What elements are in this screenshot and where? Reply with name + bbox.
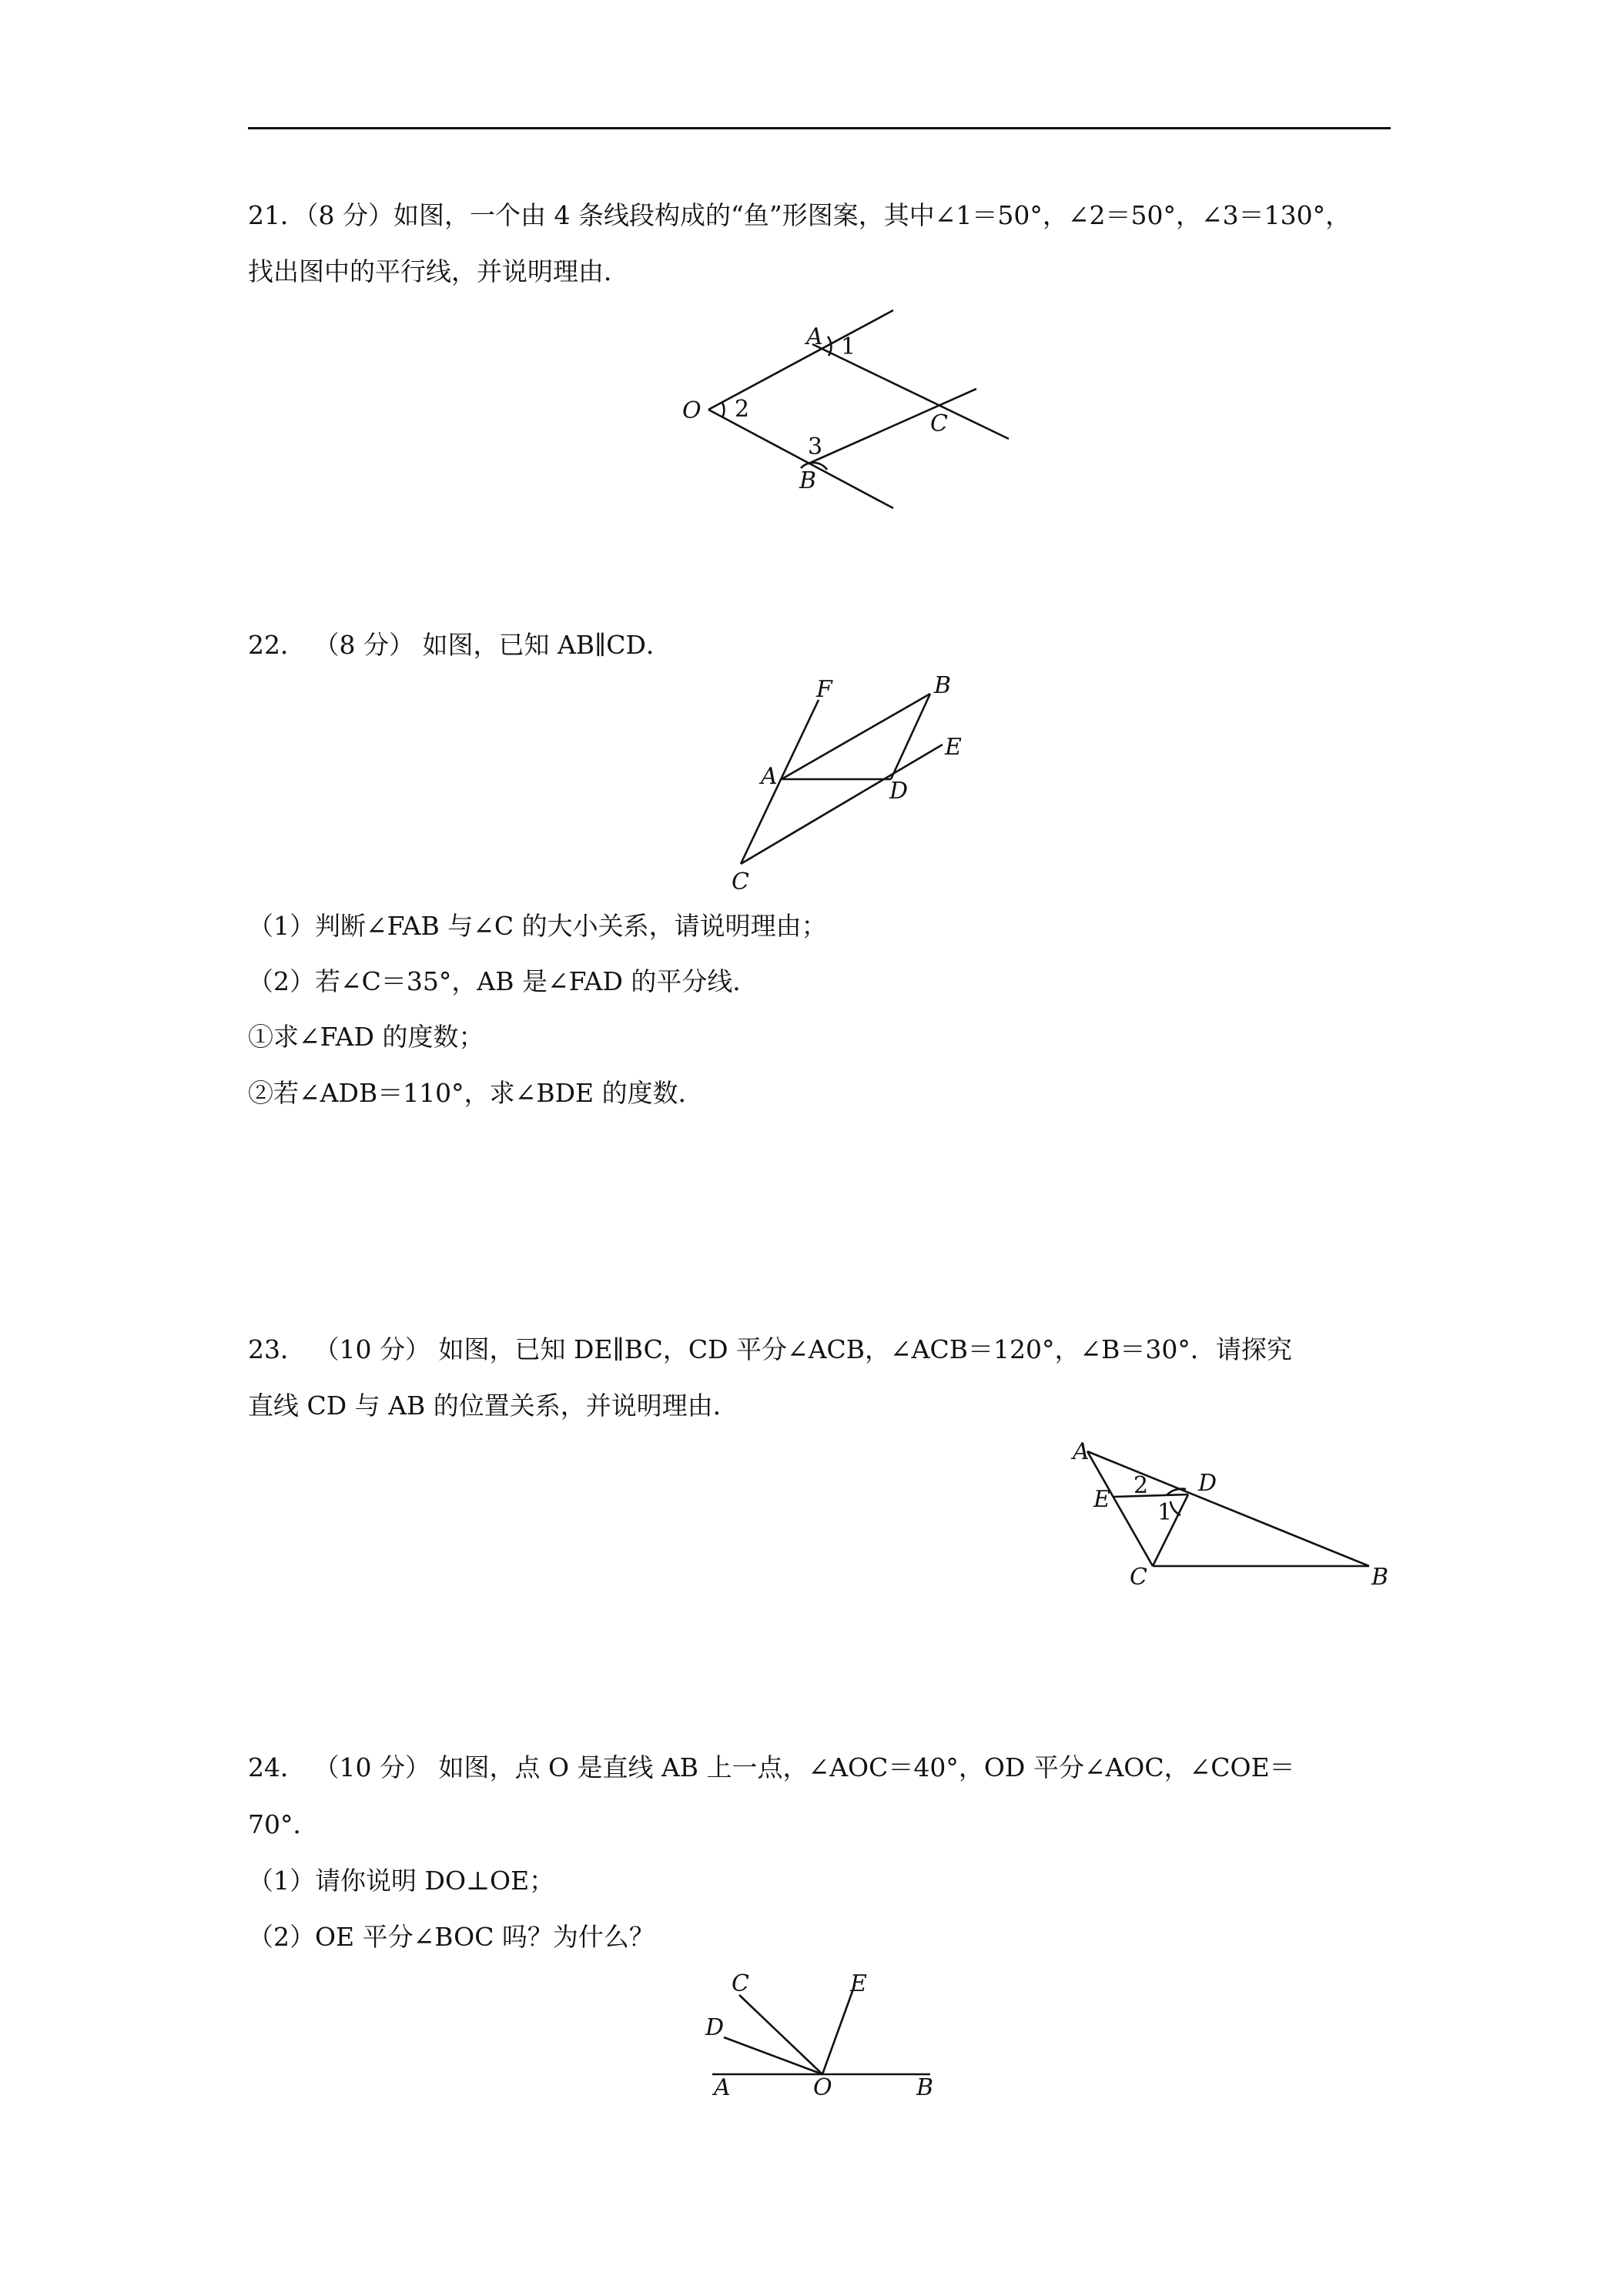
q22-label-e: E <box>945 734 962 761</box>
q24-ray-oc <box>739 1995 822 2074</box>
q24-label-o: O <box>813 2074 832 2101</box>
q21-label-c: C <box>930 410 948 437</box>
q22-label-d: D <box>889 778 909 805</box>
q23-label-angle2: 2 <box>1133 1472 1149 1499</box>
q23-label-e: E <box>1093 1486 1110 1513</box>
q21-label-o: O <box>682 397 702 424</box>
q24-text-line1: 24． （10 分） 如图，点 O 是直线 AB 上一点，∠AOC＝40°，OD 平分∠AOC，∠COE＝ <box>248 1752 1295 1782</box>
q23-label-a: A <box>1073 1438 1090 1465</box>
q24-label-a: A <box>714 2074 731 2101</box>
q22-part1: （1）判断∠FAB 与∠C 的大小关系，请说明理由； <box>248 911 827 941</box>
q24-label-b: B <box>916 2074 934 2101</box>
q21-label-angle2: 2 <box>735 396 750 423</box>
q23-label-d: D <box>1198 1470 1217 1497</box>
q24-label-c: C <box>732 1970 749 1997</box>
q22-sub1: ①求∠FAD 的度数； <box>248 1022 484 1052</box>
q24-ray-oe <box>822 1985 855 2074</box>
q22-label-f: F <box>816 676 832 703</box>
q24-label-e: E <box>850 1970 867 1997</box>
q23-label-b: B <box>1371 1564 1389 1591</box>
q22-label-c: C <box>732 869 749 895</box>
q24-part1: （1）请你说明 DO⊥OE； <box>248 1866 555 1896</box>
q24-part2: （2）OE 平分∠BOC 吗？为什么？ <box>248 1922 655 1952</box>
q22-label-b: B <box>934 672 952 699</box>
q23-label-angle1: 1 <box>1157 1499 1173 1526</box>
q21-label-a: A <box>806 323 823 350</box>
q22-label-a: A <box>761 763 778 790</box>
q21-text-line2: 找出图中的平行线，并说明理由． <box>248 256 629 286</box>
q22-text-line1: 22． （8 分） 如图，已知 AB∥CD． <box>248 630 671 660</box>
q24-ray-od <box>724 2037 822 2074</box>
q21-label-angle1: 1 <box>841 333 856 360</box>
q21-label-angle3: 3 <box>808 433 823 460</box>
q22-part2: （2）若∠C＝35°，AB 是∠FAD 的平分线． <box>248 966 758 996</box>
q24-text-line2: 70°． <box>248 1809 319 1839</box>
q21-text-line1: 21．（8 分）如图，一个由 4 条线段构成的“鱼”形图案，其中∠1＝50°，∠2＝50°，∠3＝130°， <box>248 200 1351 230</box>
q23-label-c: C <box>1130 1564 1147 1591</box>
q21-label-b: B <box>799 467 817 494</box>
q23-text-line1: 23． （10 分） 如图，已知 DE∥BC，CD 平分∠ACB，∠ACB＝120°，∠B＝30°．请探究 <box>248 1334 1292 1364</box>
q24-label-d: D <box>705 2014 725 2041</box>
q23-text-line2: 直线 CD 与 AB 的位置关系，并说明理由． <box>248 1391 738 1421</box>
q22-sub2: ②若∠ADB＝110°，求∠BDE 的度数． <box>248 1078 704 1108</box>
